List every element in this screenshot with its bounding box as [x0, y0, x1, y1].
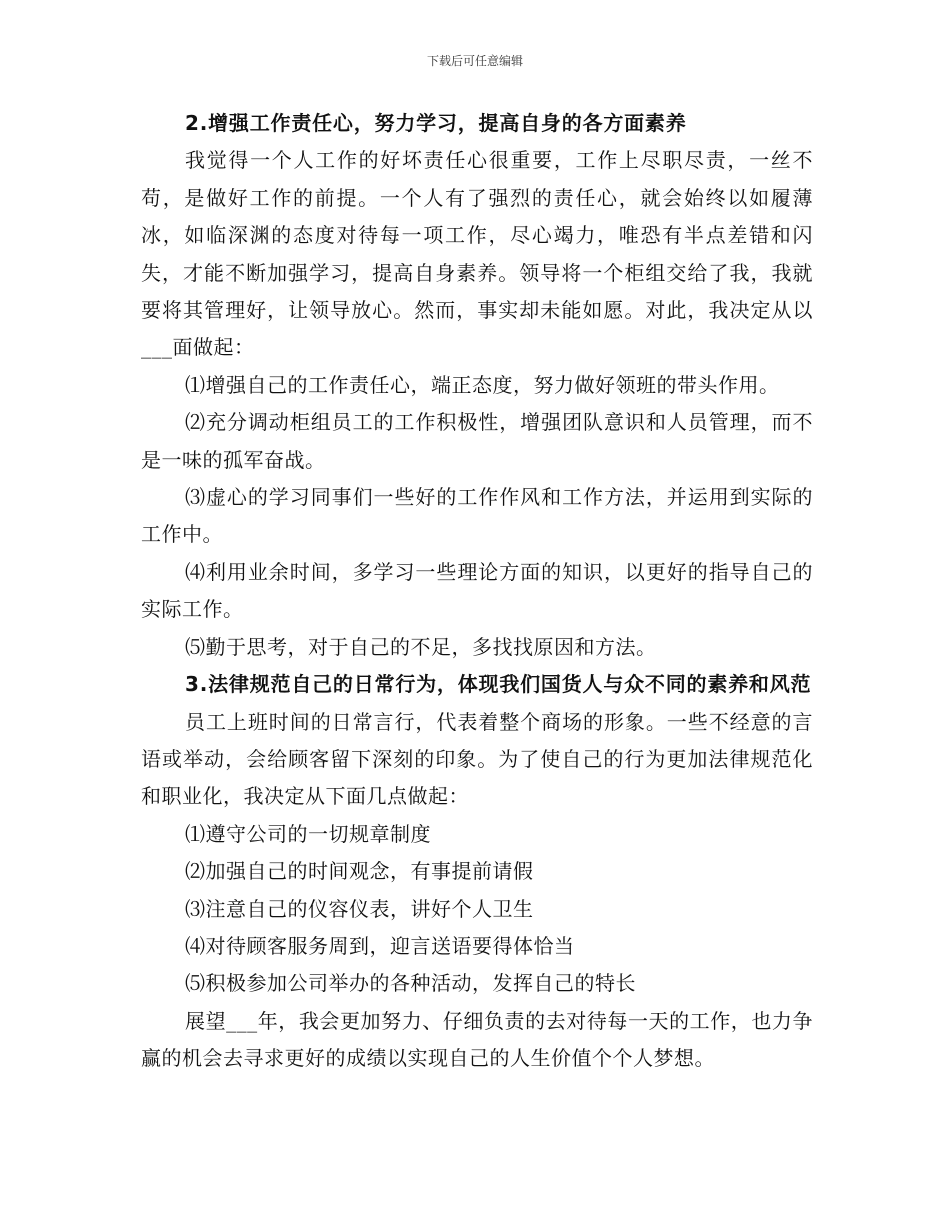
- section-2-item-1: ⑴增强自己的工作责任心，端正态度，努力做好领班的带头作用。: [185, 372, 780, 397]
- section-2-item-5: ⑸勤于思考，对于自己的不足，多找找原因和方法。: [185, 634, 657, 659]
- section-2-item-2: ⑵充分调动柜组员工的工作积极性，增强团队意识和人员管理，而不是一味的孤军奋战。: [141, 410, 813, 472]
- page-header: 下载后可任意编辑: [426, 54, 523, 68]
- section-3-item-2: ⑵加强自己的时间观念，有事提前请假: [185, 859, 534, 884]
- section-3-intro: 员工上班时间的日常言行，代表着整个商场的形象。一些不经意的言语或举动，会给顾客留下深刻的印象。为了使自己的行为更加法律规范化和职业化，我决定从下面几点做起：: [141, 709, 813, 809]
- section-3-heading: 3.法律规范自己的日常行为，体现我们国货人与众不同的素养和风范: [185, 672, 812, 697]
- section-3-item-1: ⑴遵守公司的一切规章制度: [185, 821, 431, 846]
- section-3-item-3: ⑶注意自己的仪容仪表，讲好个人卫生: [185, 896, 534, 921]
- section-2-intro: 我觉得一个人工作的好坏责任心很重要，工作上尽职尽责，一丝不苟，是做好工作的前提。一个人有了强烈的责任心，就会始终以如履薄冰，如临深渊的态度对待每一项工作，尽心竭力，唯恐有半点差错和闪失，才能不断加强学习，提高自身素养。领导将一个柜组交给了我，我就要将其管理好，让领导放心。然而，事实却未能如愿。对此，我决定从以___面做起：: [141, 148, 813, 360]
- section-2-heading: 2.增强工作责任心，努力学习，提高自身的各方面素养: [185, 111, 687, 135]
- section-3-item-5: ⑸积极参加公司举办的各种活动，发挥自己的特长: [185, 971, 636, 996]
- section-2-item-3: ⑶虚心的学习同事们一些好的工作作风和工作方法，并运用到实际的工作中。: [141, 485, 813, 547]
- document-body: [141, 105, 813, 1078]
- section-2-item-4: ⑷利用业余时间，多学习一些理论方面的知识，以更好的指导自己的实际工作。: [141, 559, 813, 622]
- closing-paragraph: 展望___年，我会更加努力、仔细负责的去对待每一天的工作，也力争赢的机会去寻求更好的成绩以实现自己的人生价值个个人梦想。: [141, 1008, 813, 1071]
- section-3-item-4: ⑷对待顾客服务周到，迎言送语要得体恰当: [185, 933, 575, 958]
